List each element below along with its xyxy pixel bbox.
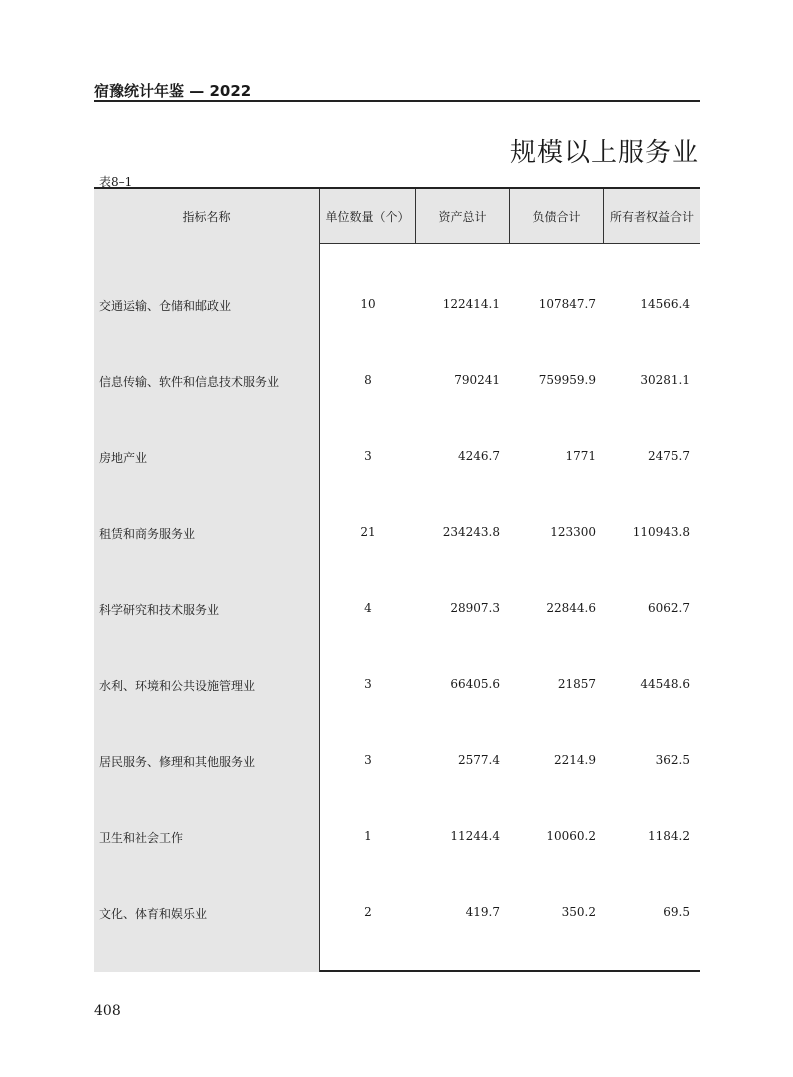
row-equity: 30281.1: [640, 373, 690, 387]
row-units: 21: [360, 525, 376, 539]
row-liabilities: 10060.2: [546, 829, 596, 843]
table-row: [94, 902, 700, 922]
table-row: [94, 674, 700, 694]
row-liabilities: 1771: [565, 449, 596, 463]
row-name: 卫生和社会工作: [99, 831, 184, 845]
page-number: 408: [94, 1003, 121, 1019]
table-row: [94, 446, 700, 466]
table-row: [94, 370, 700, 390]
table-row: [94, 826, 700, 846]
row-units: 10: [360, 297, 376, 311]
row-assets: 790241: [454, 373, 500, 387]
running-head: 宿豫统计年鉴 — 2022: [94, 82, 252, 100]
row-name: 信息传输、软件和信息技术服务业: [99, 375, 280, 389]
row-equity: 362.5: [655, 753, 690, 767]
row-liabilities: 2214.9: [554, 753, 596, 767]
column-header-units: 单位数量（个）: [320, 189, 416, 243]
table-header: [94, 189, 700, 244]
table-row: [94, 522, 700, 542]
data-table: [94, 187, 700, 972]
row-assets: 2577.4: [458, 753, 500, 767]
row-assets: 234243.8: [442, 525, 500, 539]
row-name: 租赁和商务服务业: [99, 527, 196, 541]
table-row: [94, 750, 700, 770]
row-name: 交通运输、仓储和邮政业: [99, 299, 232, 313]
table-number: 表8–1: [99, 175, 133, 189]
table-row: [94, 598, 700, 618]
column-header-equity: 所有者权益合计: [609, 209, 694, 224]
row-liabilities: 350.2: [561, 905, 596, 919]
row-equity: 6062.7: [648, 601, 690, 615]
row-units: 1: [364, 829, 372, 843]
row-liabilities: 22844.6: [546, 601, 596, 615]
table-row: [94, 294, 700, 314]
row-equity: 69.5: [663, 905, 690, 919]
row-name: 文化、体育和娱乐业: [99, 907, 208, 921]
column-header-liabilities: 负债合计: [510, 189, 604, 243]
row-units: 4: [364, 601, 372, 615]
row-assets: 419.7: [465, 905, 500, 919]
row-liabilities: 107847.7: [538, 297, 596, 311]
row-name: 科学研究和技术服务业: [99, 603, 220, 617]
row-name: 水利、环境和公共设施管理业: [99, 679, 256, 693]
row-units: 3: [364, 677, 372, 691]
row-units: 2: [364, 905, 372, 919]
row-assets: 28907.3: [450, 601, 500, 615]
row-equity: 2475.7: [648, 449, 690, 463]
row-equity: 14566.4: [640, 297, 690, 311]
row-assets: 122414.1: [442, 297, 500, 311]
row-units: 3: [364, 753, 372, 767]
row-equity: 110943.8: [632, 525, 690, 539]
column-header-indicator: 指标名称: [94, 189, 320, 243]
row-assets: 66405.6: [450, 677, 500, 691]
header-rule: [94, 100, 700, 102]
row-name: 居民服务、修理和其他服务业: [99, 755, 256, 769]
row-assets: 4246.7: [458, 449, 500, 463]
row-assets: 11244.4: [450, 829, 500, 843]
page-title: 规模以上服务业: [509, 138, 699, 168]
row-liabilities: 21857: [557, 677, 596, 691]
row-units: 3: [364, 449, 372, 463]
column-header-assets: 资产总计: [416, 189, 510, 243]
row-liabilities: 123300: [550, 525, 596, 539]
row-equity: 44548.6: [640, 677, 690, 691]
row-liabilities: 759959.9: [538, 373, 596, 387]
row-units: 8: [364, 373, 372, 387]
row-name: 房地产业: [99, 451, 148, 465]
row-equity: 1184.2: [648, 829, 690, 843]
